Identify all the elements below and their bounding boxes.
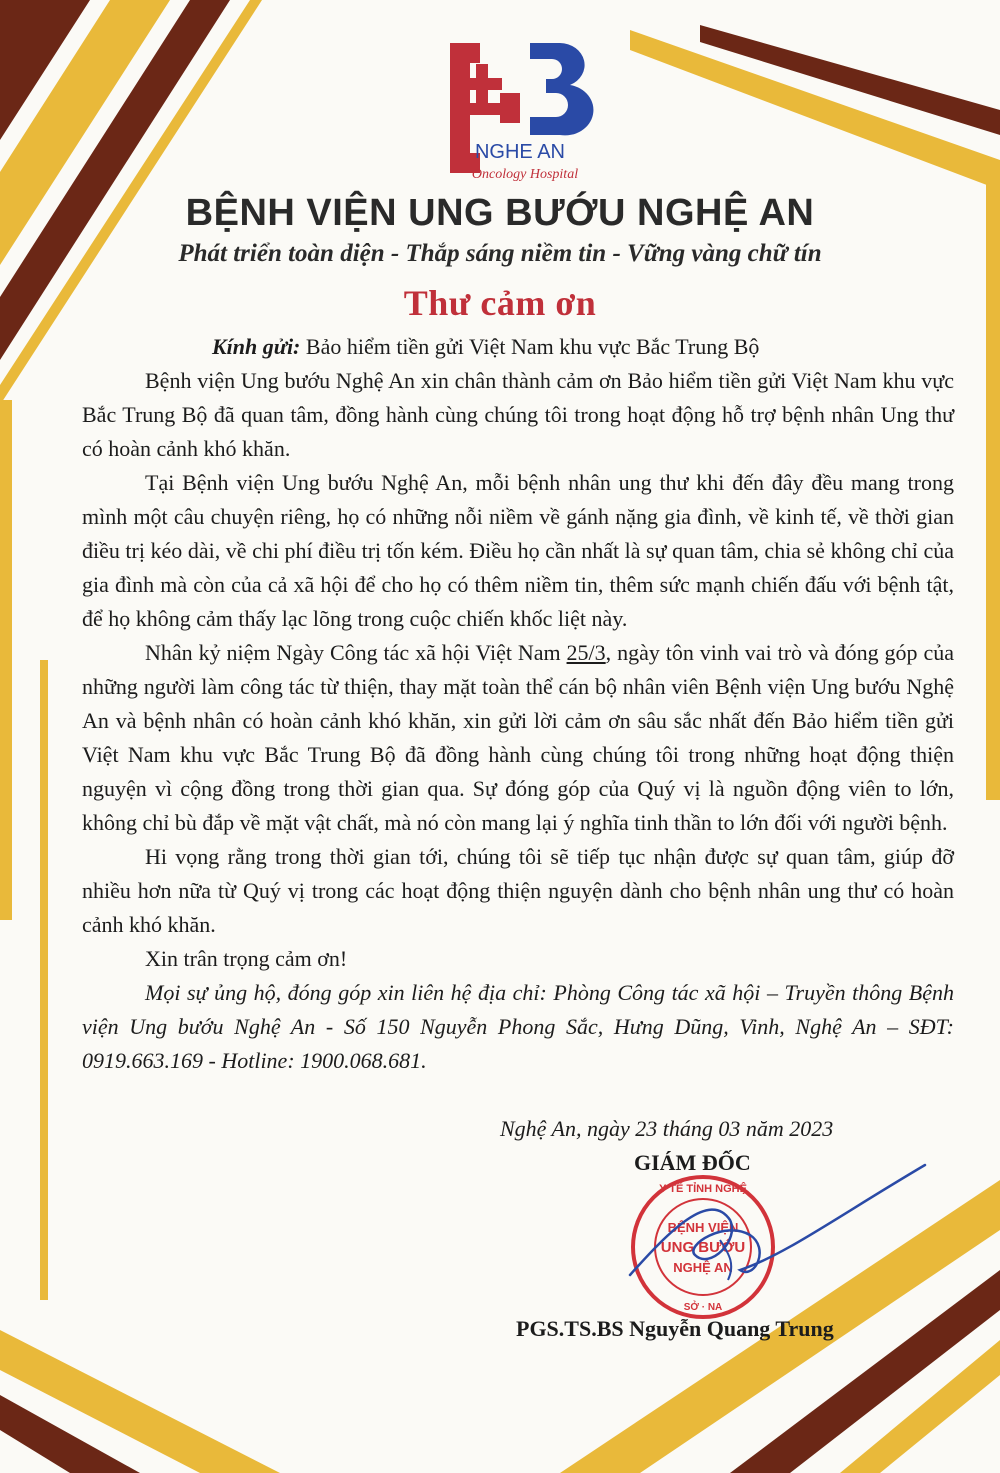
stamp-line-2: UNG BƯỚU [660, 1239, 746, 1256]
letter-title: Thư cảm ơn [403, 283, 597, 323]
stamp-top-text: Y TẾ TỈNH NGHỆ [659, 1183, 747, 1195]
stamp-line-3: NGHỆ AN [673, 1260, 733, 1275]
salutation-label: Kính gửi: [212, 334, 301, 359]
date-line: Nghệ An, ngày 23 tháng 03 năm 2023 [500, 1116, 834, 1141]
logo-brand-text: NGHE AN [474, 141, 566, 163]
paragraph-4: Hi vọng rằng trong thời gian tới, chúng tôi sẽ tiếp tục nhận được sự quan tâm, giúp đỡ nhiều hơn nữa từ Quý vị trong các hoạt động thiện nguyện dành cho bệnh nhân ung thư có hoàn cảnh khó khăn. [82, 844, 954, 937]
letter-body [82, 330, 954, 1078]
hospital-slogan: Phát triển toàn diện - Thắp sáng niềm tin - Vững vàng chữ tín [178, 240, 822, 267]
logo-sub-text: Oncology Hospital [471, 167, 579, 182]
paragraph-3-after: , ngày tôn vinh vai trò và đóng góp của những người làm công tác từ thiện, thay mặt toàn thể cán bộ nhân viên Bệnh viện Ung bướu Nghệ An và bệnh nhân có hoàn cảnh khó khăn, xin gửi lời cảm ơn sâu sắc nhất đến Bảo hiểm tiền gửi Việt Nam khu vực Bắc Trung Bộ đã đồng hành cùng chúng tôi trong những hoạt động thiện nguyện vì cộng đồng trong thời gian qua. Sự đóng góp của Quý vị là nguồn động viên to lớn, không chỉ bù đắp về mặt vật chất, mà nó còn mang lại ý nghĩa tinh thần to lớn đối với người bệnh. [82, 640, 954, 835]
hospital-name: BỆNH VIỆN UNG BƯỚU NGHỆ AN [185, 192, 815, 234]
stamp-line-1: BỆNH VIỆN [667, 1220, 739, 1235]
hospital-logo [440, 38, 600, 188]
paragraph-3-before: Nhân kỷ niệm Ngày Công tác xã hội Việt Nam [145, 640, 567, 665]
handwritten-signature [560, 1160, 940, 1310]
salutation [82, 330, 954, 364]
contact-info: Mọi sự ủng hộ, đóng góp xin liên hệ địa chỉ: Phòng Công tác xã hội – Truyền thông Bệnh viện Ung bướu Nghệ An - Số 150 Nguyễn Phong Sắc, Hưng Dũng, Vinh, Nghệ An – SĐT: 0919.663.169 - Hotline: 1900.068.681. [82, 980, 954, 1073]
paragraph-1: Bệnh viện Ung bướu Nghệ An xin chân thành cảm ơn Bảo hiểm tiền gửi Việt Nam khu vực Bắc Trung Bộ đã quan tâm, đồng hành cùng chúng tôi trong hoạt động hỗ trợ bệnh nhân Ung thư có hoàn cảnh khó khăn. [82, 368, 954, 461]
signer-name: PGS.TS.BS Nguyễn Quang Trung [516, 1316, 834, 1341]
stamp-bottom-text: SỞ · NA [683, 1302, 723, 1313]
paragraph-2: Tại Bệnh viện Ung bướu Nghệ An, mỗi bệnh nhân ung thư khi đến đây đều mang trong mình một câu chuyện riêng, họ có những nỗi niềm về gánh nặng gia đình, về kinh tế, về thời gian điều trị kéo dài, về chi phí điều trị tốn kém. Điều họ cần nhất là sự quan tâm, chia sẻ không chỉ của gia đình mà còn của cả xã hội để cho họ có thêm niềm tin, thêm sức mạnh chiến đấu với bệnh tật, để họ không cảm thấy lạc lõng trong cuộc chiến khốc liệt này. [82, 470, 954, 631]
paragraph-3 [82, 636, 954, 840]
signer-role: GIÁM ĐỐC [634, 1150, 751, 1175]
salutation-recipient: Bảo hiểm tiền gửi Việt Nam khu vực Bắc Trung Bộ [300, 334, 760, 359]
closing-line: Xin trân trọng cảm ơn! [145, 946, 348, 971]
paragraph-3-date: 25/3 [566, 640, 606, 665]
